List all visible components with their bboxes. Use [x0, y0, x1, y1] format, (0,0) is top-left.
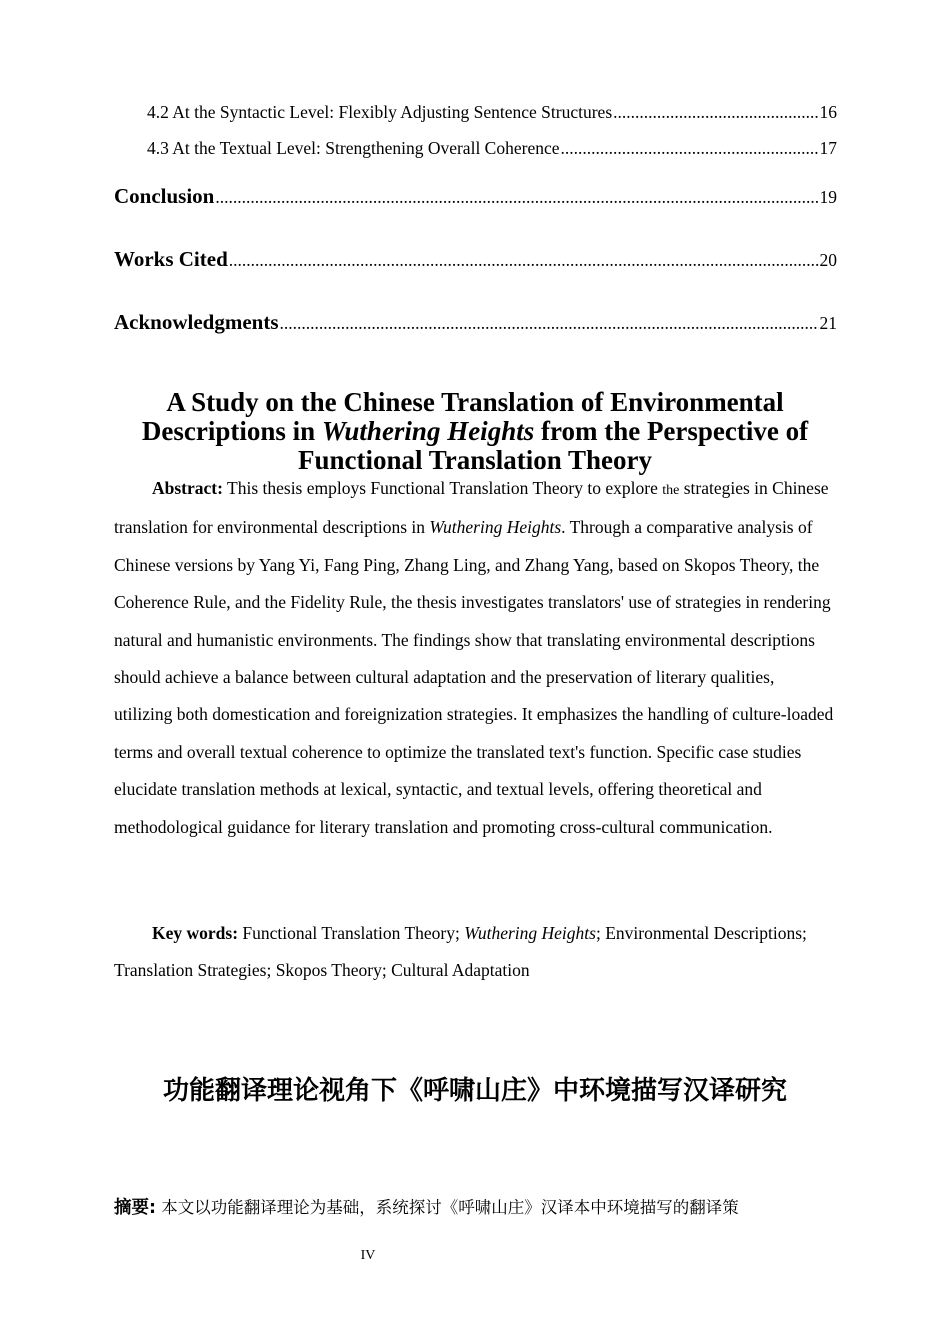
english-title-italic: Wuthering Heights	[321, 416, 535, 446]
english-keywords	[114, 915, 836, 989]
keywords-text-2: ; Environmental Descriptions; Translation Strategies; Skopos Theory; Cultural Adaptation	[114, 923, 807, 980]
english-abstract	[114, 470, 836, 846]
toc-leader-dots	[229, 250, 819, 271]
chinese-abstract-label: 摘要:	[114, 1198, 156, 1218]
toc-entry-page: 16	[819, 102, 837, 122]
page-number: IV	[360, 1248, 376, 1263]
toc-leader-dots	[215, 187, 818, 208]
abstract-the: the	[662, 483, 680, 498]
toc-entry-label: 4.2 At the Syntactic Level: Flexibly Adjusting Sentence Structures	[147, 102, 613, 122]
toc-entry-page: 20	[819, 250, 837, 270]
english-title-part1: A Study on the Chinese Translation of Environmental Descriptions in	[141, 387, 784, 446]
toc-entry-label: Conclusion	[114, 184, 215, 208]
abstract-text-2: strategies in Chinese translation for environmental descriptions in	[114, 478, 829, 538]
toc-entry-label: Works Cited	[114, 247, 228, 271]
toc-entry-page: 17	[819, 138, 837, 158]
keywords-text-1: Functional Translation Theory;	[238, 923, 465, 943]
abstract-text-1: This thesis employs Functional Translation Theory to explore	[222, 478, 663, 498]
toc-entry-page: 19	[819, 187, 837, 207]
toc-entry-label: 4.3 At the Textual Level: Strengthening Overall Coherence	[147, 138, 560, 158]
toc-entry-page: 21	[819, 313, 837, 333]
abstract-label: Abstract:	[152, 478, 223, 498]
chinese-abstract	[114, 1194, 850, 1219]
abstract-text-3: . Through a comparative analysis of Chinese versions by Yang Yi, Fang Ping, Zhang Ling, and Zhang Yang, based on Skopos Theory, the Coherence Rule, and the Fidelity Rule, the thesis investigates translators' use of strategies in rendering natural and humanistic environments. The findings show that translating environmental descriptions should achieve a balance between cultural adaptation and the preservation of literary qualities, utilizing both domestication and foreignization strategies. It emphasizes the handling of culture-loaded terms and overall textual coherence to optimize the translated text's function. Specific case studies elucidate translation methods at lexical, syntactic, and textual levels, offering theoretical and methodological guidance for literary translation and promoting cross-cultural communication.	[114, 517, 834, 837]
toc-entry-label: Acknowledgments	[114, 310, 279, 334]
toc-entry-conclusion[interactable]	[114, 184, 837, 209]
toc-leader-dots	[613, 102, 818, 123]
toc-leader-dots	[280, 313, 819, 334]
chinese-abstract-text: 本文以功能翻译理论为基础，系统探讨《呼啸山庄》汉译本中环境描写的翻译策	[156, 1198, 739, 1217]
keywords-label: Key words:	[152, 923, 239, 943]
toc-entry-4-2[interactable]	[147, 102, 837, 123]
abstract-italic-title: Wuthering Heights	[429, 517, 562, 538]
english-title	[100, 388, 850, 475]
toc-entry-4-3[interactable]	[147, 138, 837, 159]
keywords-italic-title: Wuthering Heights	[464, 923, 596, 943]
toc-leader-dots	[561, 138, 819, 159]
english-title-part2: from the Perspective of Functional Translation Theory	[297, 416, 809, 475]
toc-entry-works-cited[interactable]	[114, 247, 837, 272]
chinese-title: 功能翻译理论视角下《呼啸山庄》中环境描写汉译研究	[162, 1076, 787, 1106]
toc-entry-acknowledgments[interactable]	[114, 310, 837, 335]
